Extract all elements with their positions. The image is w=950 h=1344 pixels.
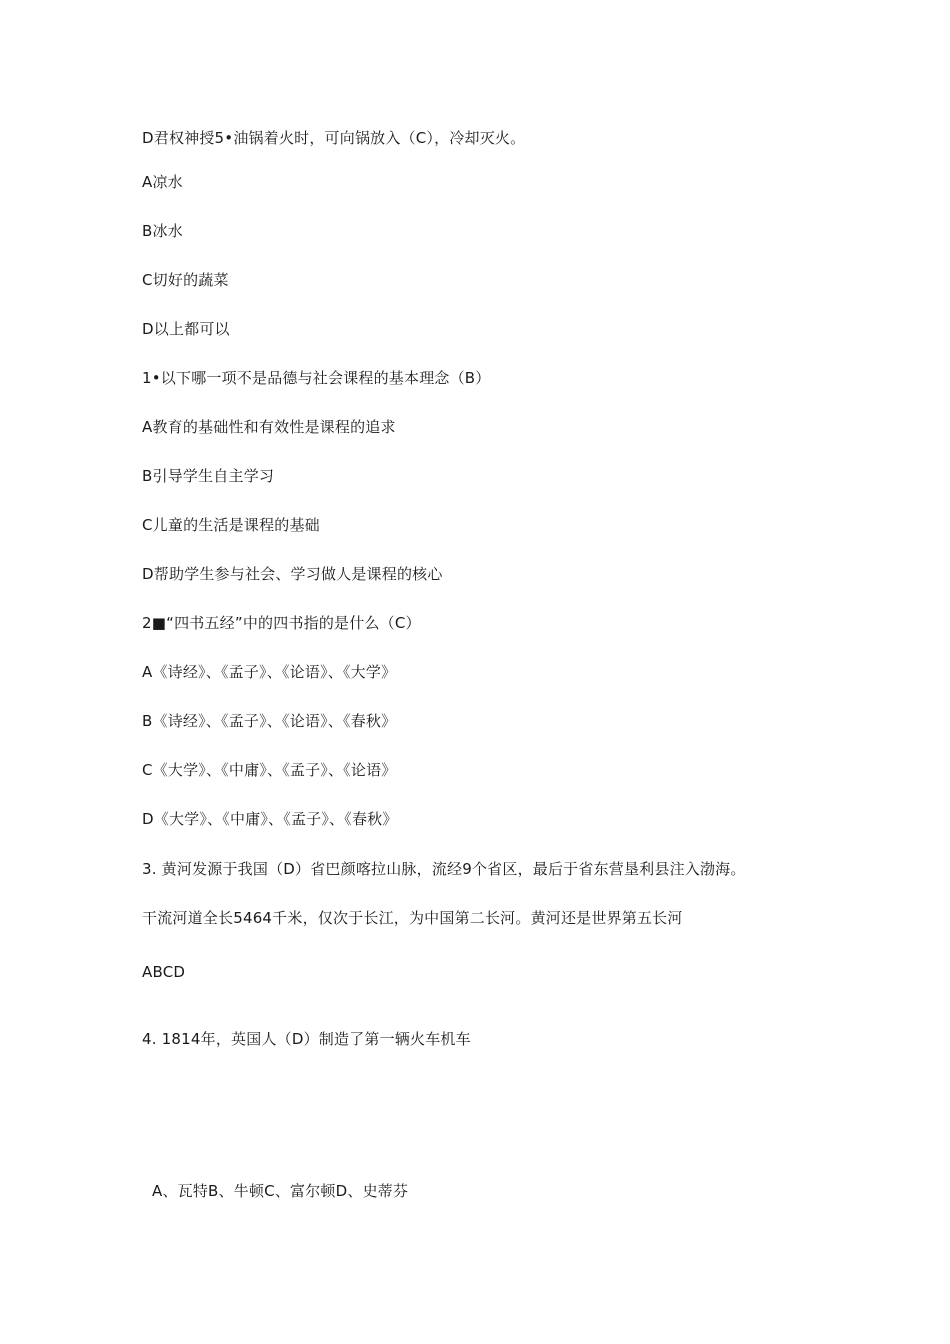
text-line: 干流河道全长5464千米，仅次于长江，为中国第二长河。黄河还是世界第五长河 — [142, 909, 683, 927]
text-line: A教育的基础性和有效性是课程的追求 — [142, 418, 396, 436]
text-line: A凉水 — [142, 173, 183, 191]
text-line: A《诗经》、《孟子》、《论语》、《大学》 — [142, 663, 397, 681]
text-line: B冰水 — [142, 222, 183, 240]
text-line: B《诗经》、《孟子》、《论语》、《春秋》 — [142, 712, 397, 730]
text-line: B引导学生自主学习 — [142, 467, 275, 485]
text-line: D《大学》、《中庸》、《孟子》、《春秋》 — [142, 810, 398, 828]
text-line: C《大学》、《中庸》、《孟子》、《论语》 — [142, 761, 397, 779]
text-line: C切好的蔬菜 — [142, 271, 229, 289]
text-line: C儿童的生活是课程的基础 — [142, 516, 320, 534]
text-line: 1•以下哪一项不是品德与社会课程的基本理念（B） — [142, 369, 491, 387]
text-line: A、瓦特B、牛顿C、富尔顿D、史蒂芬 — [152, 1182, 409, 1200]
text-line: 2■“四书五经”中的四书指的是什么（C） — [142, 614, 421, 632]
text-line: D君权神授5•油锅着火时，可向锅放入（C），冷却灭火。 — [142, 129, 526, 147]
text-line: D以上都可以 — [142, 320, 230, 338]
text-line: 4. 1814年，英国人（D）制造了第一辆火车机车 — [142, 1030, 471, 1048]
text-line: ABCD — [142, 963, 186, 981]
text-line: D帮助学生参与社会、学习做人是课程的核心 — [142, 565, 443, 583]
text-line: 3. 黄河发源于我国（D）省巴颜喀拉山脉，流经9个省区，最后于省东营垦利县注入渤海。 — [142, 860, 746, 878]
